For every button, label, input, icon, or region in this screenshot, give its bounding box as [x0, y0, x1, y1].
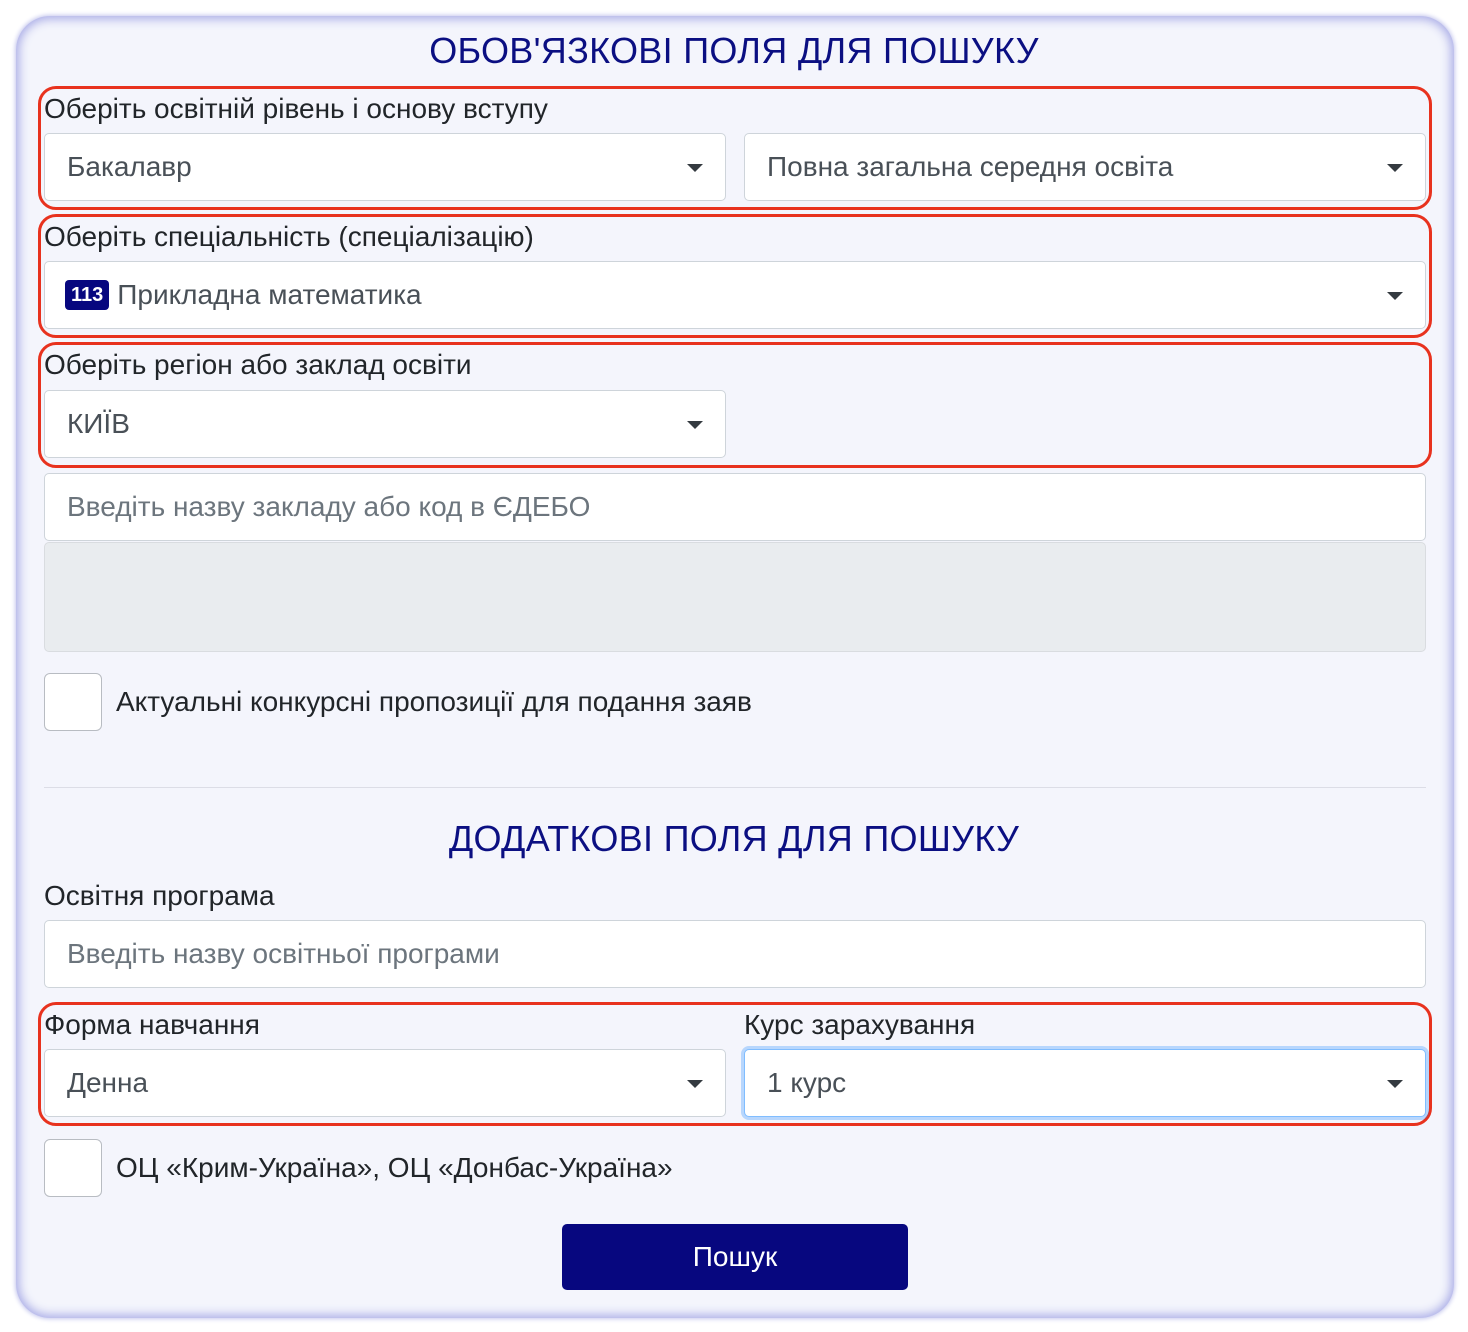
region-select-value: КИЇВ: [67, 408, 130, 439]
chevron-down-icon: [1387, 164, 1403, 172]
crimea-donbas-label: ОЦ «Крим-Україна», ОЦ «Донбас-Україна»: [116, 1152, 673, 1183]
specialty-label: Оберіть спеціальність (спеціалізацію): [44, 221, 534, 252]
chevron-down-icon: [687, 1080, 703, 1088]
level-select[interactable]: [44, 133, 726, 201]
course-label: Курс зарахування: [744, 1009, 976, 1040]
study-form-select[interactable]: [44, 1049, 726, 1117]
program-label: Освітня програма: [44, 880, 275, 911]
section-divider: [44, 787, 1426, 788]
specialty-select-value: Прикладна математика: [117, 279, 422, 310]
level-select-value: Бакалавр: [67, 151, 192, 182]
region-select[interactable]: [44, 390, 726, 458]
chevron-down-icon: [687, 421, 703, 429]
study-form-label: Форма навчання: [44, 1009, 260, 1040]
chevron-down-icon: [687, 164, 703, 172]
region-label: Оберіть регіон або заклад освіти: [44, 349, 472, 380]
crimea-donbas-checkbox[interactable]: [44, 1139, 102, 1197]
study-form-select-value: Денна: [67, 1067, 149, 1098]
specialty-select[interactable]: [44, 261, 1426, 329]
level-label: Оберіть освітній рівень і основу вступу: [44, 93, 548, 124]
program-input[interactable]: [44, 920, 1426, 988]
basis-select-value: Повна загальна середня освіта: [767, 151, 1174, 182]
additional-section-title: ДОДАТКОВІ ПОЛЯ ДЛЯ ПОШУКУ: [448, 818, 1020, 859]
chevron-down-icon: [1387, 1080, 1403, 1088]
search-button[interactable]: Пошук: [562, 1224, 908, 1290]
course-select[interactable]: [744, 1049, 1426, 1117]
institution-results-area: [44, 542, 1426, 652]
program-placeholder: Введіть назву освітньої програми: [67, 938, 500, 969]
chevron-down-icon: [1387, 292, 1403, 300]
institution-placeholder: Введіть назву закладу або код в ЄДЕБО: [67, 491, 591, 522]
institution-input[interactable]: [44, 473, 1426, 541]
required-section-title: ОБОВ'ЯЗКОВІ ПОЛЯ ДЛЯ ПОШУКУ: [429, 30, 1039, 71]
actual-offers-checkbox[interactable]: [44, 673, 102, 731]
course-select-value: 1 курс: [767, 1067, 847, 1098]
actual-offers-label: Актуальні конкурсні пропозиції для подання заяв: [116, 686, 752, 717]
specialty-code-badge: 113: [65, 280, 109, 310]
basis-select[interactable]: [744, 133, 1426, 201]
